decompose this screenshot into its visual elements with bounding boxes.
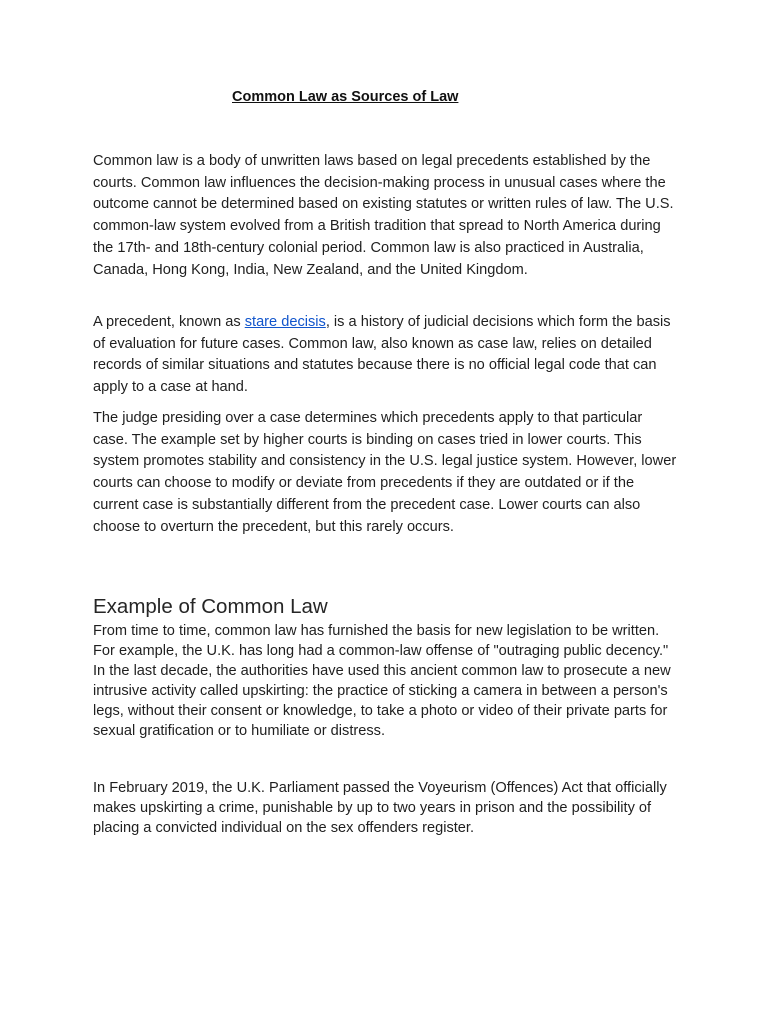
paragraph-precedent [93, 312, 677, 399]
paragraph-precedent-text-end: , is a history of judicial decisions which form the basis of evaluation for future cases. Common law, also known as case law, relies on detailed records of similar situations and statutes because there is no official legal code that can apply to a case at hand. [93, 314, 671, 396]
document-page [93, 0, 677, 1024]
paragraph-voyeurism-act: In February 2019, the U.K. Parliament passed the Voyeurism (Offences) Act that officially makes upskirting a crime, punishable by up to two years in prison and the possibility of placing a convicted individual on the sex offenders register. [93, 780, 667, 836]
paragraph-example-upskirting: From time to time, common law has furnished the basis for new legislation to be written. For example, the U.K. has long had a common-law offense of "outraging public decency." In the last decade, the authorities have used this ancient common law to prosecute a new intrusive activity called upskirting: the practice of sticking a camera in between a person's legs, without their consent or knowledge, to take a photo or video of their private parts for sexual gratification or to humiliate or distress. [93, 623, 671, 739]
section-heading-example: Example of Common Law [93, 595, 328, 618]
paragraph-common-law-definition: Common law is a body of unwritten laws based on legal precedents established by the courts. Common law influences the decision-making process in unusual cases where the outcome cannot be determined based on existing statutes or written rules of law. The U.S. common-law system evolved from a British tradition that spread to North America during the 17th- and 18th-century colonial period. Common law is also practiced in Australia, Canada, Hong Kong, India, New Zealand, and the United Kingdom. [93, 153, 674, 278]
paragraph-judge-precedents: The judge presiding over a case determines which precedents apply to that particular case. The example set by higher courts is binding on cases tried in lower courts. This system promotes stability and consistency in the U.S. legal justice system. However, lower courts can choose to modify or deviate from precedents if they are outdated or if the current case is substantially different from the precedent case. Lower courts can also choose to overturn the precedent, but this rarely occurs. [93, 410, 677, 535]
stare-decisis-link[interactable]: stare decisis [244, 314, 326, 330]
document-title: Common Law as Sources of Law [232, 89, 459, 105]
paragraph-precedent-text-start: A precedent, known as [93, 314, 245, 330]
